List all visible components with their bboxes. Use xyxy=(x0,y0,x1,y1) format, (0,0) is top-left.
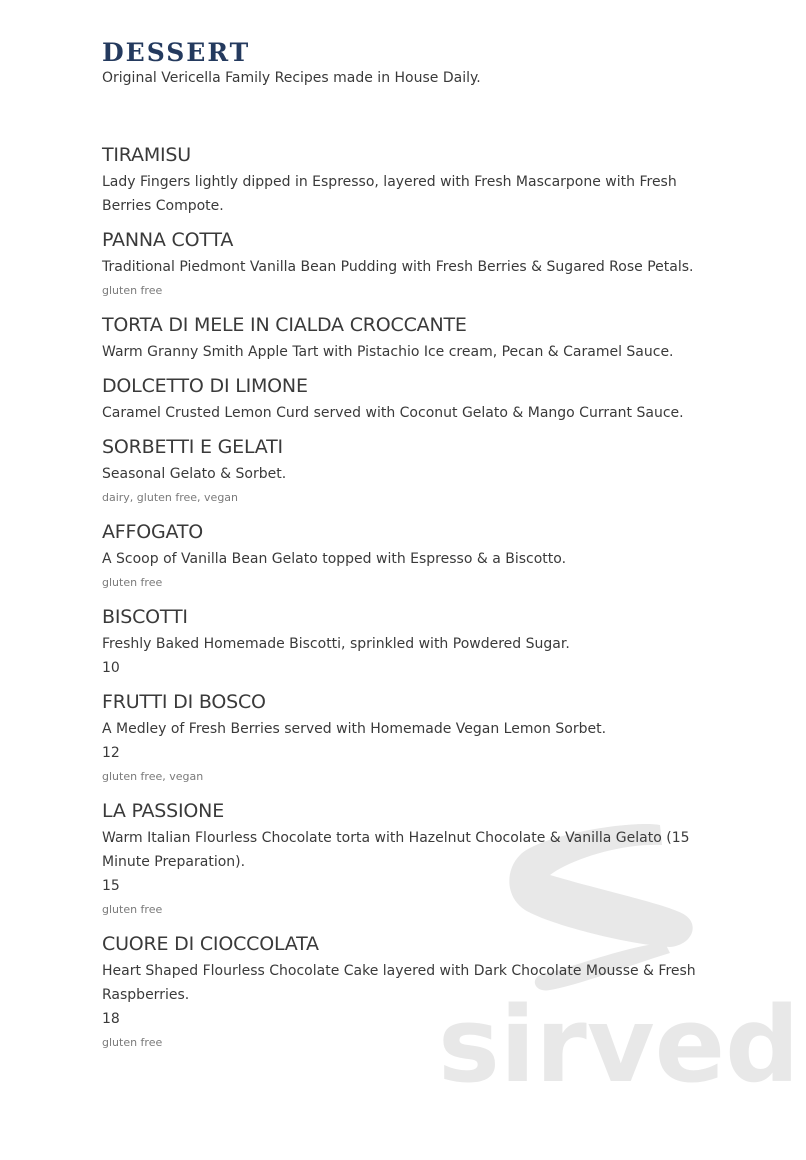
menu-item-price: 15 xyxy=(102,878,120,894)
menu-item xyxy=(102,680,702,789)
menu-item-name: AFFOGATO xyxy=(102,521,204,543)
menu-item xyxy=(102,789,702,922)
menu-item-name: SORBETTI E GELATI xyxy=(102,436,283,458)
menu-item-name: DOLCETTO DI LIMONE xyxy=(102,375,308,397)
menu-item-description: Traditional Piedmont Vanilla Bean Pudding with Fresh Berries & Sugared Rose Petals. xyxy=(102,259,694,275)
menu-item-description: Freshly Baked Homemade Biscotti, sprinkled with Powdered Sugar. xyxy=(102,636,570,652)
menu-item-name: FRUTTI DI BOSCO xyxy=(102,691,266,713)
menu-item xyxy=(102,510,702,595)
menu-item xyxy=(102,303,702,364)
menu-item-description: A Scoop of Vanilla Bean Gelato topped with Espresso & a Biscotto. xyxy=(102,551,567,567)
menu-item-description: Heart Shaped Flourless Chocolate Cake layered with Dark Chocolate Mousse & Fresh Raspberries. xyxy=(102,963,696,1003)
menu-item-price: 10 xyxy=(102,660,120,676)
menu-item-description: A Medley of Fresh Berries served with Homemade Vegan Lemon Sorbet. xyxy=(102,721,607,737)
section-subtitle: Original Vericella Family Recipes made in House Daily. xyxy=(102,70,481,86)
menu-item-dietary-tags: gluten free xyxy=(102,903,163,916)
menu-item-description: Seasonal Gelato & Sorbet. xyxy=(102,466,287,482)
menu-item-dietary-tags: dairy, gluten free, vegan xyxy=(102,491,239,504)
menu-item-name: TORTA DI MELE IN CIALDA CROCCANTE xyxy=(102,314,467,336)
menu-item-name: BISCOTTI xyxy=(102,606,188,628)
menu-item-price: 12 xyxy=(102,745,120,761)
menu-item-dietary-tags: gluten free, vegan xyxy=(102,770,204,783)
menu-item-dietary-tags: gluten free xyxy=(102,284,163,297)
menu-item xyxy=(102,218,702,303)
menu-item-dietary-tags: gluten free xyxy=(102,576,163,589)
menu-item xyxy=(102,595,702,680)
menu-item-name: TIRAMISU xyxy=(102,144,192,166)
menu-item xyxy=(102,133,702,218)
menu-item-name: PANNA COTTA xyxy=(102,229,234,251)
menu-item-description: Warm Italian Flourless Chocolate torta with Hazelnut Chocolate & Vanilla Gelato (15 Minute Preparation). xyxy=(102,830,690,870)
menu-item xyxy=(102,425,702,510)
menu-item-description: Caramel Crusted Lemon Curd served with Coconut Gelato & Mango Currant Sauce. xyxy=(102,405,684,421)
menu-items-list xyxy=(102,133,702,1055)
menu-item-dietary-tags: gluten free xyxy=(102,1036,163,1049)
section-title: DESSERT xyxy=(102,38,251,67)
dessert-menu xyxy=(102,38,702,1055)
menu-item-price: 18 xyxy=(102,1011,120,1027)
menu-item-description: Lady Fingers lightly dipped in Espresso, layered with Fresh Mascarpone with Fresh Berries Compote. xyxy=(102,174,677,214)
menu-item xyxy=(102,364,702,425)
menu-item-description: Warm Granny Smith Apple Tart with Pistachio Ice cream, Pecan & Caramel Sauce. xyxy=(102,344,674,360)
watermark-text: sirved xyxy=(438,984,800,1106)
menu-item-name: LA PASSIONE xyxy=(102,800,224,822)
menu-item xyxy=(102,922,702,1055)
menu-item-name: CUORE DI CIOCCOLATA xyxy=(102,933,319,955)
